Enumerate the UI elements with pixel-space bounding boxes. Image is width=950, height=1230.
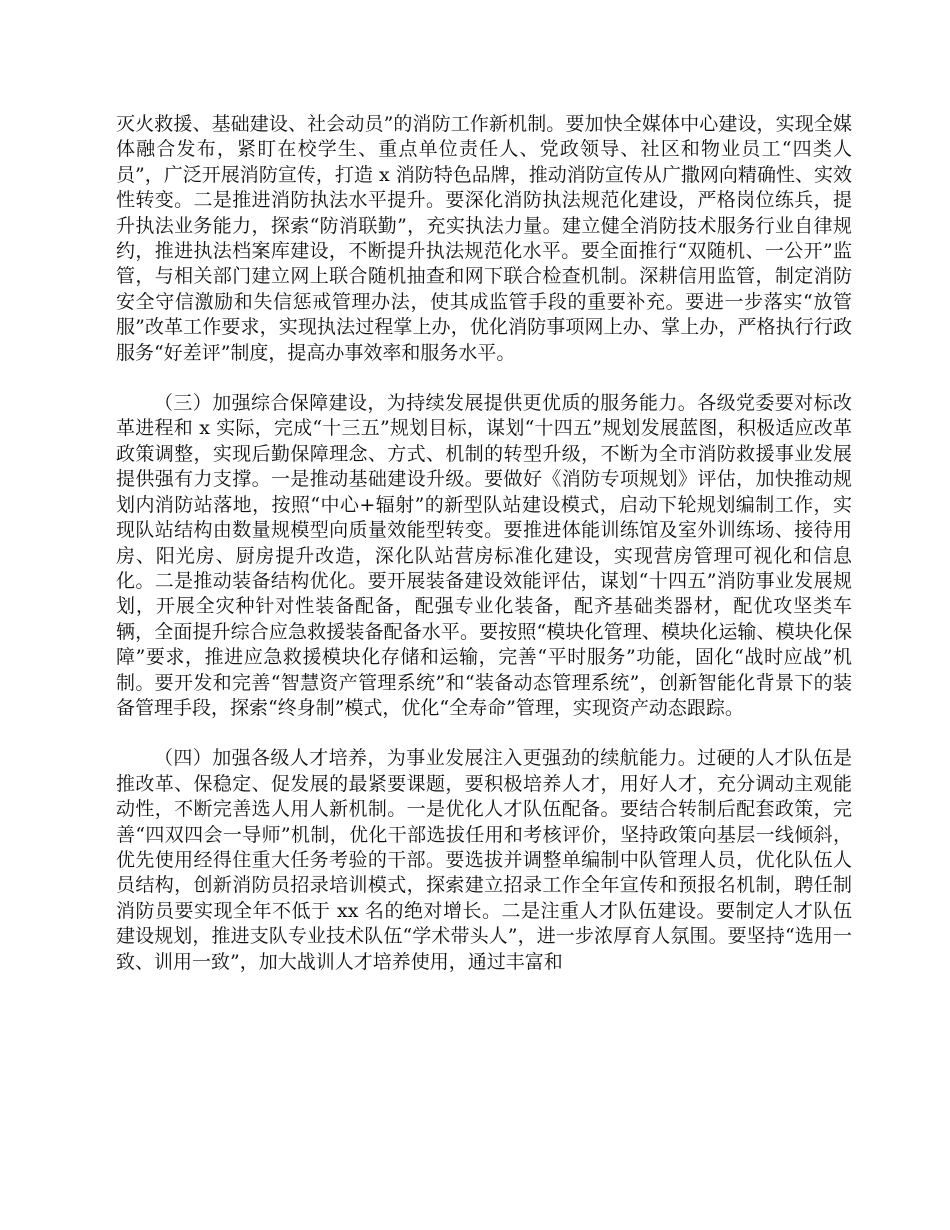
paragraph-section-four-talent: （四）加强各级人才培养，为事业发展注入更强劲的续航能力。过硬的人才队伍是推改革、保稳定、促发展的最紧要课题，要积极培养人才，用好人才，充分调动主观能动性，不断完善选人用人新机制。一是优化人才队伍配备。要结合转制后配套政策，完善“四双四会一导师”机制，优化干部选拔任用和考核评价，坚持政策向基层一线倾斜，优先使用经得住重大任务考验的干部。要选拔并调整单编制中队管理人员，优化队伍人员结构，创新消防员招录培训模式，探索建立招录工作全年宣传和预报名机制，聘任制消防员要实现全年不低于 xx 名的绝对增长。二是注重人才队伍建设。要制定人才队伍建设规划，推进支队专业技术队伍“学术带头人”，进一步浓厚育人氛围。要坚持“选用一致、训用一致”，加大战训人才培养使用，通过丰富和: [116, 747, 852, 973]
paragraph-section-three-support: （三）加强综合保障建设，为持续发展提供更优质的服务能力。各级党委要对标改革进程和 x 实际，完成“十三五”规划目标，谋划“十四五”规划发展蓝图，积极适应改革政策调整，实现后勤保障理念、方式、机制的转型升级，不断为全市消防救援事业发展提供强有力支撑。一是推动基础建设升级。要做好《消防专项规划》评估，加快推动规划内消防站落地，按照“中心+辐射”的新型队站建设模式，启动下轮规划编制工作，实现队站结构由数量规模型向质量效能型转变。要推进体能训练馆及室外训练场、接待用房、阳光房、厨房提升改造，深化队站营房标准化建设，实现营房管理可视化和信息化。二是推动装备结构优化。要开展装备建设效能评估，谋划“十四五”消防事业发展规划，开展全灾种针对性装备配备，配强专业化装备，配齐基础类器材，配优攻坚类车辆，全面提升综合应急救援装备配备水平。要按照“模块化管理、模块化运输、模块化保障”要求，推进应急救援模块化存储和运输，完善“平时服务”功能，固化“战时应战”机制。要开发和完善“智慧资产管理系统”和“装备动态管理系统”，创新智能化背景下的装备管理手段，探索“终身制”模式，优化“全寿命”管理，实现资产动态跟踪。: [116, 392, 852, 719]
document-page: [116, 112, 852, 975]
paragraph-fire-publicity-enforcement: 灭火救援、基础建设、社会动员”的消防工作新机制。要加快全媒体中心建设，实现全媒体融合发布，紧盯在校学生、重点单位责任人、党政领导、社区和物业员工“四类人员”，广泛开展消防宣传，打造 x 消防特色品牌，推动消防宣传从广撒网向精确性、实效性转变。二是推进消防执法水平提升。要深化消防执法规范化建设，严格岗位练兵，提升执法业务能力，探索“防消联勤”，充实执法力量。建立健全消防技术服务行业自律规约，推进执法档案库建设，不断提升执法规范化水平。要全面推行“双随机、一公开”监管，与相关部门建立网上联合随机抽查和网下联合检查机制。深耕信用监管，制定消防安全守信激励和失信惩戒管理办法，使其成监管手段的重要补充。要进一步落实“放管服”改革工作要求，实现执法过程掌上办，优化消防事项网上办、掌上办，严格执行行政服务“好差评”制度，提高办事效率和服务水平。: [116, 113, 852, 364]
paragraph-spacer: [116, 721, 852, 746]
paragraph-spacer: [116, 366, 852, 391]
